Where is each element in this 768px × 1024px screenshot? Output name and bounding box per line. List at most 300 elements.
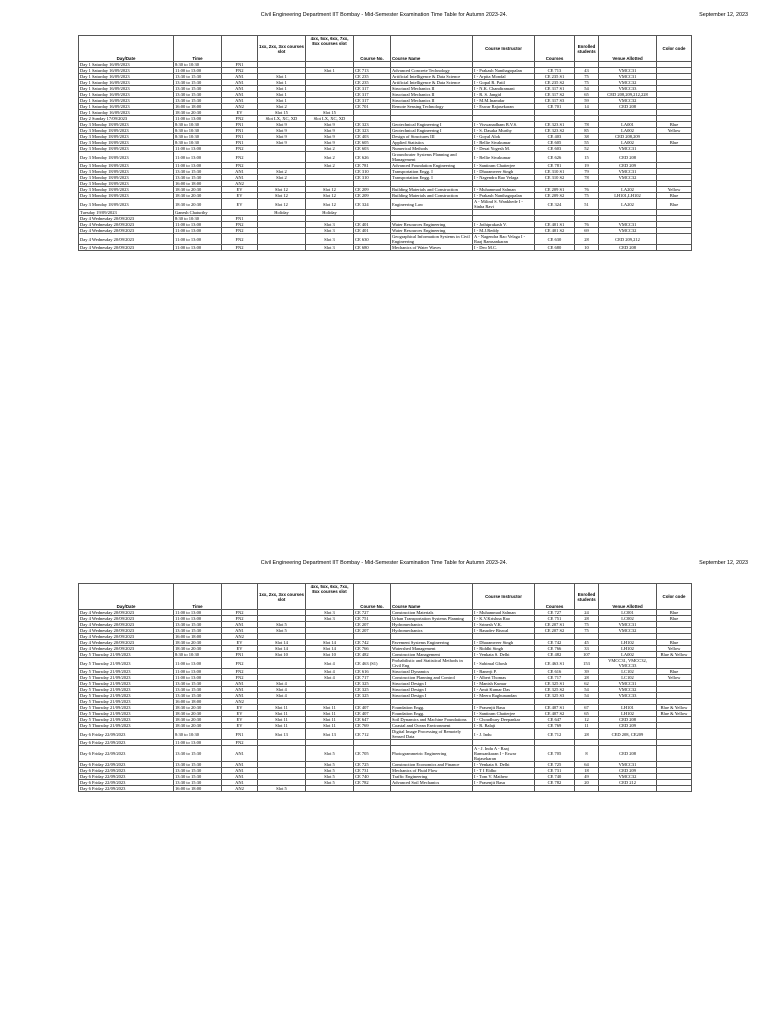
table-cell: 8:30 to 10:30	[174, 140, 222, 146]
table-cell: 13:30 to 15:30	[174, 98, 222, 104]
table-cell: 13:30 to 15:30	[174, 74, 222, 80]
page-header	[0, 12, 768, 24]
column-header: Courses	[535, 36, 575, 62]
table-cell: CE 769	[354, 723, 391, 729]
table-cell: I - Venkata S. Delhi	[473, 652, 535, 658]
table-cell: Slot 13	[306, 729, 354, 740]
table-cell: CE 705	[354, 746, 391, 762]
table-cell: CE 701	[354, 104, 391, 110]
table-cell: 39	[575, 669, 599, 675]
table-cell: I - Deo M.C.	[473, 245, 535, 251]
table-cell: Day 6 Friday 22/09/2023	[79, 762, 174, 768]
table-cell: CE 209	[354, 193, 391, 199]
table-cell: CE 325 S1	[535, 681, 575, 687]
table-cell: AN1	[222, 74, 258, 80]
table-cell: LA202	[599, 199, 657, 210]
table-cell: Day 4 Wednesday 20/09/2023	[79, 640, 174, 646]
table-cell: CED 208	[599, 717, 657, 723]
table-cell: LC102	[599, 675, 657, 681]
table-cell: Slot 2	[306, 152, 354, 163]
table-cell: CE 740	[535, 774, 575, 780]
table-cell: CE 603	[354, 146, 391, 152]
table-cell: Day 3 Monday 18/09/2023	[79, 146, 174, 152]
table-cell: 13:30 to 15:30	[174, 693, 222, 699]
column-header: Venue Allotted	[599, 36, 657, 62]
table-cell: AN1	[222, 80, 258, 86]
table-cell	[657, 152, 692, 163]
table-cell: 11:00 to 13:00	[174, 146, 222, 152]
table-cell: Slot 12	[258, 187, 306, 193]
table-cell: FN2	[222, 245, 258, 251]
table-cell: VMCC32	[599, 175, 657, 181]
table-cell: Advanced Concrete Technology	[391, 68, 473, 74]
table-cell: Construction Management	[391, 652, 473, 658]
document-title: Civil Engineering Department IIT Bombay - Mid-Semester Examination Time Table for Autumn 2023-24.	[260, 560, 508, 566]
table-cell: 28	[575, 234, 599, 245]
table-cell: CE 207 S1	[535, 622, 575, 628]
table-cell: Blue	[657, 140, 692, 146]
table-cell: 54	[575, 693, 599, 699]
table-cell: VMCC31	[599, 169, 657, 175]
table-row	[79, 729, 692, 740]
table-cell: Slot 12	[306, 187, 354, 193]
table-cell: Slot 9	[258, 128, 306, 134]
table-cell: Day 1 Saturday 16/09/2023	[79, 104, 174, 110]
table-cell: Slot 3	[306, 222, 354, 228]
table-cell: AN2	[222, 699, 258, 705]
table-cell: EV	[222, 717, 258, 723]
table-cell: 78	[575, 175, 599, 181]
table-cell: Blue	[657, 199, 692, 210]
table-cell: CE 401 S2	[535, 228, 575, 234]
table-cell: CE 717	[535, 675, 575, 681]
table-cell: I - Bellie Sivakumar	[473, 152, 535, 163]
table-cell: CE 626	[354, 152, 391, 163]
table-cell: CE 482	[535, 652, 575, 658]
table-cell: 65	[575, 92, 599, 98]
table-cell: Slot 11	[258, 705, 306, 711]
column-header: Enrolled students	[575, 36, 599, 62]
table-cell: I - K.V.Krishna Rao	[473, 616, 535, 622]
table-cell: Day 6 Friday 22/09/2023	[79, 774, 174, 780]
table-cell: AN1	[222, 92, 258, 98]
table-cell: 11:00 to 13:00	[174, 658, 222, 669]
table-cell: CE 769	[535, 723, 575, 729]
table-cell: Slot 12	[258, 199, 306, 210]
table-cell: Slot 13	[258, 729, 306, 740]
table-cell: I - S. Dasaka Murthy	[473, 128, 535, 134]
table-cell: 75	[575, 622, 599, 628]
timetable-table	[78, 583, 692, 792]
table-cell: Slot 2	[306, 163, 354, 169]
table-cell: Slot 12	[306, 199, 354, 210]
column-header: Course No.	[354, 584, 391, 610]
table-cell: CE 630	[535, 234, 575, 245]
table-cell: I - Srinesh V.K.	[473, 622, 535, 628]
table-cell: Foundation Engg.	[391, 711, 473, 717]
table-cell: Building Materials and Construction	[391, 193, 473, 199]
table-cell: 69	[575, 228, 599, 234]
table-cell: CE 731	[354, 768, 391, 774]
table-cell: FN2	[222, 234, 258, 245]
table-cell: 11:00 to 13:00	[174, 228, 222, 234]
table-cell: Day 6 Friday 22/09/2023	[79, 740, 174, 746]
column-header: Courses	[535, 584, 575, 610]
table-cell: CE 323 S1	[535, 122, 575, 128]
table-cell: 33	[575, 646, 599, 652]
table-cell: I - Amit Kumar Das	[473, 687, 535, 693]
table-cell: I - Bellie Sivakumar	[473, 140, 535, 146]
table-cell: Day 2 Sunday 17/09/2023	[79, 116, 174, 122]
table-cell: 18	[575, 768, 599, 774]
column-header: Course Instructor	[473, 584, 535, 610]
table-cell: LC102	[599, 669, 657, 675]
table-cell: 8:30 to 10:30	[174, 216, 222, 222]
table-cell: FN2	[222, 222, 258, 228]
table-cell: 16:00 to 18:00	[174, 786, 222, 792]
table-cell: FN2	[222, 669, 258, 675]
table-cell: Slot 9	[306, 128, 354, 134]
table-cell: 11:00 to 13:00	[174, 740, 222, 746]
table-cell: FN2	[222, 68, 258, 74]
table-cell: VMCC32	[599, 774, 657, 780]
table-cell: CE 647	[535, 717, 575, 723]
table-cell: Advanced Soil Mechanics	[391, 780, 473, 786]
table-cell: CE 317 S3	[535, 98, 575, 104]
table-cell: Slot 3	[306, 616, 354, 622]
table-cell: Slot 14	[306, 646, 354, 652]
table-cell: AN1	[222, 681, 258, 687]
table-cell: Day 5 Thursday 21/09/2023	[79, 675, 174, 681]
table-cell: Groundwater Systems Planning and Management	[391, 152, 473, 163]
table-cell: CE 317	[354, 98, 391, 104]
table-cell: Day 3 Monday 18/09/2023	[79, 199, 174, 210]
table-cell: Slot 5	[306, 762, 354, 768]
table-cell: AN1	[222, 768, 258, 774]
table-cell: VMCC33	[599, 86, 657, 92]
table-cell: VMCC33	[599, 693, 657, 699]
table-cell: Water Resources Engineering	[391, 228, 473, 234]
table-cell: 13:30 to 15:30	[174, 774, 222, 780]
table-cell: Construction Materials	[391, 610, 473, 616]
table-cell: EV	[222, 705, 258, 711]
table-cell: AN1	[222, 780, 258, 786]
table-cell: Day 4 Wednesday 20/09/2023	[79, 234, 174, 245]
table-cell: Slot 2	[306, 146, 354, 152]
table-cell: 28	[575, 675, 599, 681]
table-cell: Day 1 Saturday 16/09/2023	[79, 98, 174, 104]
table-cell: 13:30 to 15:30	[174, 687, 222, 693]
table-cell: EV	[222, 187, 258, 193]
table-cell: FN2	[222, 163, 258, 169]
table-cell: AN2	[222, 786, 258, 792]
table-cell: CED 209	[599, 768, 657, 774]
table-cell: CED 208, CE209	[599, 729, 657, 740]
table-cell: LC001	[599, 610, 657, 616]
table-cell	[306, 786, 354, 792]
table-cell: VMCC31	[599, 622, 657, 628]
table-cell: FN2	[222, 152, 258, 163]
table-cell: CE 742	[354, 640, 391, 646]
table-cell: Slot 9	[258, 140, 306, 146]
table-row	[79, 234, 692, 245]
table-cell: 85	[575, 128, 599, 134]
table-cell: EV	[222, 646, 258, 652]
table-cell: CED 209,212	[599, 234, 657, 245]
column-header: 4xx, 5xx, 6xx, 7xx, 8xx courses slot	[306, 584, 354, 610]
table-cell: 49	[575, 774, 599, 780]
table-cell: FN2	[222, 675, 258, 681]
table-cell: Construction Economics and Finance	[391, 762, 473, 768]
table-cell: CE 235 S2	[535, 80, 575, 86]
table-cell	[575, 786, 599, 792]
table-cell: I - Nagendra Rao Velaga	[473, 175, 535, 181]
table-cell: Artificial Intelligence & Data Science	[391, 74, 473, 80]
table-cell: LA001	[599, 122, 657, 128]
table-cell: Water Resources Engineering	[391, 222, 473, 228]
column-header: Day/Date	[79, 584, 174, 610]
table-cell: 13:30 to 15:30	[174, 80, 222, 86]
table-cell: VMCC32	[599, 687, 657, 693]
table-cell: 11:00 to 13:00	[174, 675, 222, 681]
table-cell: I - M.M.Inamdar	[473, 98, 535, 104]
table-cell: Transportation Engg. I	[391, 175, 473, 181]
table-cell: Day 3 Monday 18/09/2023	[79, 163, 174, 169]
table-cell: Slot 10	[258, 652, 306, 658]
table-cell: CE 647	[354, 717, 391, 723]
column-header: Color code	[657, 36, 692, 62]
table-cell: Slot 9	[306, 122, 354, 128]
table-cell: 18:30 to 20:30	[174, 705, 222, 711]
table-cell: CE 712	[535, 729, 575, 740]
table-cell: Day 1 Saturday 16/09/2023	[79, 62, 174, 68]
table-cell: Slot 11	[258, 711, 306, 717]
table-cell: Blue & Yellow	[657, 711, 692, 717]
table-cell: CE 209	[354, 187, 391, 193]
table-cell: AN1	[222, 175, 258, 181]
table-cell: Structural Mechanics II	[391, 92, 473, 98]
table-cell: CE 680	[535, 245, 575, 251]
table-cell: LA002	[599, 140, 657, 146]
table-cell: 15	[575, 152, 599, 163]
table-cell: Slot 11	[306, 711, 354, 717]
table-cell: CE 680	[354, 245, 391, 251]
table-cell: CE 713	[535, 68, 575, 74]
table-cell: Coastal and Ocean Environment	[391, 723, 473, 729]
table-cell: CED 209	[599, 163, 657, 169]
table-cell: AN1	[222, 762, 258, 768]
table-cell: Blue	[657, 610, 692, 616]
table-cell: 54	[575, 86, 599, 92]
table-cell: CE 323 S2	[535, 128, 575, 134]
table-cell: VMCC32	[599, 628, 657, 634]
table-cell: CE 317 S2	[535, 92, 575, 98]
table-cell: AN1	[222, 628, 258, 634]
table-cell: Day 1 Saturday 16/09/2023	[79, 86, 174, 92]
table-cell: Blue	[657, 122, 692, 128]
table-cell: A - Nagendra Rao Velaga I - Raaj Ramsankaran	[473, 234, 535, 245]
table-cell: I - Tom V. Mathew	[473, 774, 535, 780]
table-cell: AN1	[222, 687, 258, 693]
table-cell: CE 310 S1	[535, 169, 575, 175]
table-cell: CE 323	[354, 122, 391, 128]
table-cell: CE 717	[354, 675, 391, 681]
table-cell: CE 751	[354, 616, 391, 622]
table-cell: Remote Sensing Technology	[391, 104, 473, 110]
table-cell: 11:00 to 13:00	[174, 116, 222, 122]
table-cell: Day 3 Monday 18/09/2023	[79, 187, 174, 193]
table-row	[79, 746, 692, 762]
table-cell: Day 4 Wednesday 20/09/2023	[79, 245, 174, 251]
table-cell: 67	[575, 705, 599, 711]
table-cell: I - Prasenjit Basu	[473, 705, 535, 711]
table-cell: 52	[575, 146, 599, 152]
table-cell: Day 5 Thursday 21/09/2023	[79, 669, 174, 675]
table-cell: I - Meera Raghunandan	[473, 693, 535, 699]
table-cell: FN1	[222, 122, 258, 128]
table-cell: 64	[575, 762, 599, 768]
column-header: Course Name	[391, 36, 473, 62]
table-cell: CE 324	[535, 199, 575, 210]
table-cell: 18:30 to 20:30	[174, 723, 222, 729]
table-cell: I - M.J.Reddy	[473, 228, 535, 234]
column-header: Venue Allotted	[599, 584, 657, 610]
table-cell: AN2	[222, 634, 258, 640]
table-cell: I - Jothiprakash V.	[473, 222, 535, 228]
table-cell: VMCC31	[599, 762, 657, 768]
table-cell: Blue & Yellow	[657, 705, 692, 711]
column-header: Time	[174, 36, 222, 62]
table-cell: 24	[575, 610, 599, 616]
table-cell: I - J. Indu	[473, 729, 535, 740]
table-cell: I - Venkata S. Delhi	[473, 762, 535, 768]
table-cell: Slot 3	[306, 610, 354, 616]
table-cell: LH102	[599, 711, 657, 717]
table-cell: Structural Design I	[391, 693, 473, 699]
table-cell: Slot 5	[306, 774, 354, 780]
table-cell: 13:30 to 15:30	[174, 622, 222, 628]
table-cell: CE 731	[535, 768, 575, 774]
table-cell: AN1	[222, 693, 258, 699]
table-cell	[258, 245, 306, 251]
table-cell: 8:30 to 10:30	[174, 652, 222, 658]
table-cell: Slot 9	[306, 134, 354, 140]
table-cell: 14	[575, 104, 599, 110]
table-cell: I - Viswanadham B.V.S.	[473, 122, 535, 128]
table-cell: Blue	[657, 193, 692, 199]
table-cell: 65	[575, 711, 599, 717]
table-cell: Slot 4	[258, 681, 306, 687]
table-cell: CED 208	[599, 245, 657, 251]
table-cell: Transportation Engg. I	[391, 169, 473, 175]
table-cell: Slot 9	[258, 134, 306, 140]
table-cell: Slot 11	[258, 723, 306, 729]
table-cell: Day 5 Thursday 21/09/2023	[79, 711, 174, 717]
table-cell: 12	[575, 717, 599, 723]
table-cell: Day 6 Friday 22/09/2023	[79, 768, 174, 774]
table-cell: 38	[575, 134, 599, 140]
table-cell: Day 1 Saturday 16/09/2023	[79, 80, 174, 86]
table-cell	[657, 658, 692, 669]
table-cell: VMCC31	[599, 681, 657, 687]
table-cell: CE 782	[535, 780, 575, 786]
table-cell: CE 324	[354, 199, 391, 210]
table-cell: I - Gopal R. Patil	[473, 80, 535, 86]
table-cell: 13:30 to 15:30	[174, 628, 222, 634]
table-cell: CE 701	[535, 104, 575, 110]
table-row	[79, 245, 692, 251]
table-cell: I - T I Eldho	[473, 768, 535, 774]
table-cell: FN2	[222, 658, 258, 669]
table-cell: I - N.K. Chandiramani	[473, 86, 535, 92]
table-cell: Blue	[657, 640, 692, 646]
table-cell: LH101	[599, 705, 657, 711]
table-cell	[258, 152, 306, 163]
table-cell: CE 725	[535, 762, 575, 768]
table-cell: Yellow	[657, 646, 692, 652]
table-cell: 18:30 to 20:30	[174, 717, 222, 723]
table-cell	[391, 786, 473, 792]
table-cell: FN1	[222, 134, 258, 140]
table-cell: Slot 3	[306, 245, 354, 251]
table-cell: 11:00 to 13:00	[174, 610, 222, 616]
table-cell: I - Muhammad Salman	[473, 610, 535, 616]
column-header: Course Name	[391, 584, 473, 610]
table-cell: I - Choudhury Deepankar	[473, 717, 535, 723]
table-cell: Slot 14	[306, 640, 354, 646]
table-cell: Day 5 Thursday 21/09/2023	[79, 687, 174, 693]
table-cell: Digital Image Processing of Remotely Sensed Data	[391, 729, 473, 740]
table-cell: Urban Transportation Systems Planning	[391, 616, 473, 622]
table-cell: AN2	[222, 181, 258, 187]
column-header: Enrolled students	[575, 584, 599, 610]
table-cell: Day 3 Monday 18/09/2023	[79, 169, 174, 175]
table-cell: CE 407 S2	[535, 711, 575, 717]
table-cell: 75	[575, 80, 599, 86]
table-cell: Geographical Information Systems in Civil Engineering	[391, 234, 473, 245]
table-cell: A - Milind S. Wankhede I - Sinha Ravi	[473, 199, 535, 210]
table-cell: FN1	[222, 140, 258, 146]
table-header-row	[79, 36, 692, 62]
table-cell: I - R. Balaji	[473, 723, 535, 729]
column-header: 4xx, 5xx, 6xx, 7xx, 8xx courses slot	[306, 36, 354, 62]
table-cell: Advanced Foundation Engineering	[391, 163, 473, 169]
table-cell: 19	[575, 163, 599, 169]
table-cell: Yellow	[657, 675, 692, 681]
table-cell: FN2	[222, 146, 258, 152]
table-cell: Day 3 Monday 18/09/2023	[79, 193, 174, 199]
table-cell: CE 325 S3	[535, 693, 575, 699]
table-cell: CE 766	[354, 646, 391, 652]
table-cell: Tuesday 19/09/2023	[79, 210, 174, 216]
table-cell: 153	[575, 658, 599, 669]
table-cell: LA002	[599, 652, 657, 658]
table-cell: VMCC31	[599, 146, 657, 152]
table-cell: Structural Design I	[391, 681, 473, 687]
table-cell: CED 212	[599, 780, 657, 786]
column-header: Course Instructor	[473, 36, 535, 62]
table-cell: CE 742	[535, 640, 575, 646]
column-header	[222, 36, 258, 62]
table-cell: CE 727	[535, 610, 575, 616]
page-header	[0, 560, 768, 572]
table-cell: CE 325	[354, 681, 391, 687]
table-cell: VMCC32	[599, 98, 657, 104]
table-cell: FN2	[222, 228, 258, 234]
table-cell: 45	[575, 640, 599, 646]
table-cell: Day 3 Monday 18/09/2023	[79, 140, 174, 146]
table-cell: Yellow	[657, 187, 692, 193]
